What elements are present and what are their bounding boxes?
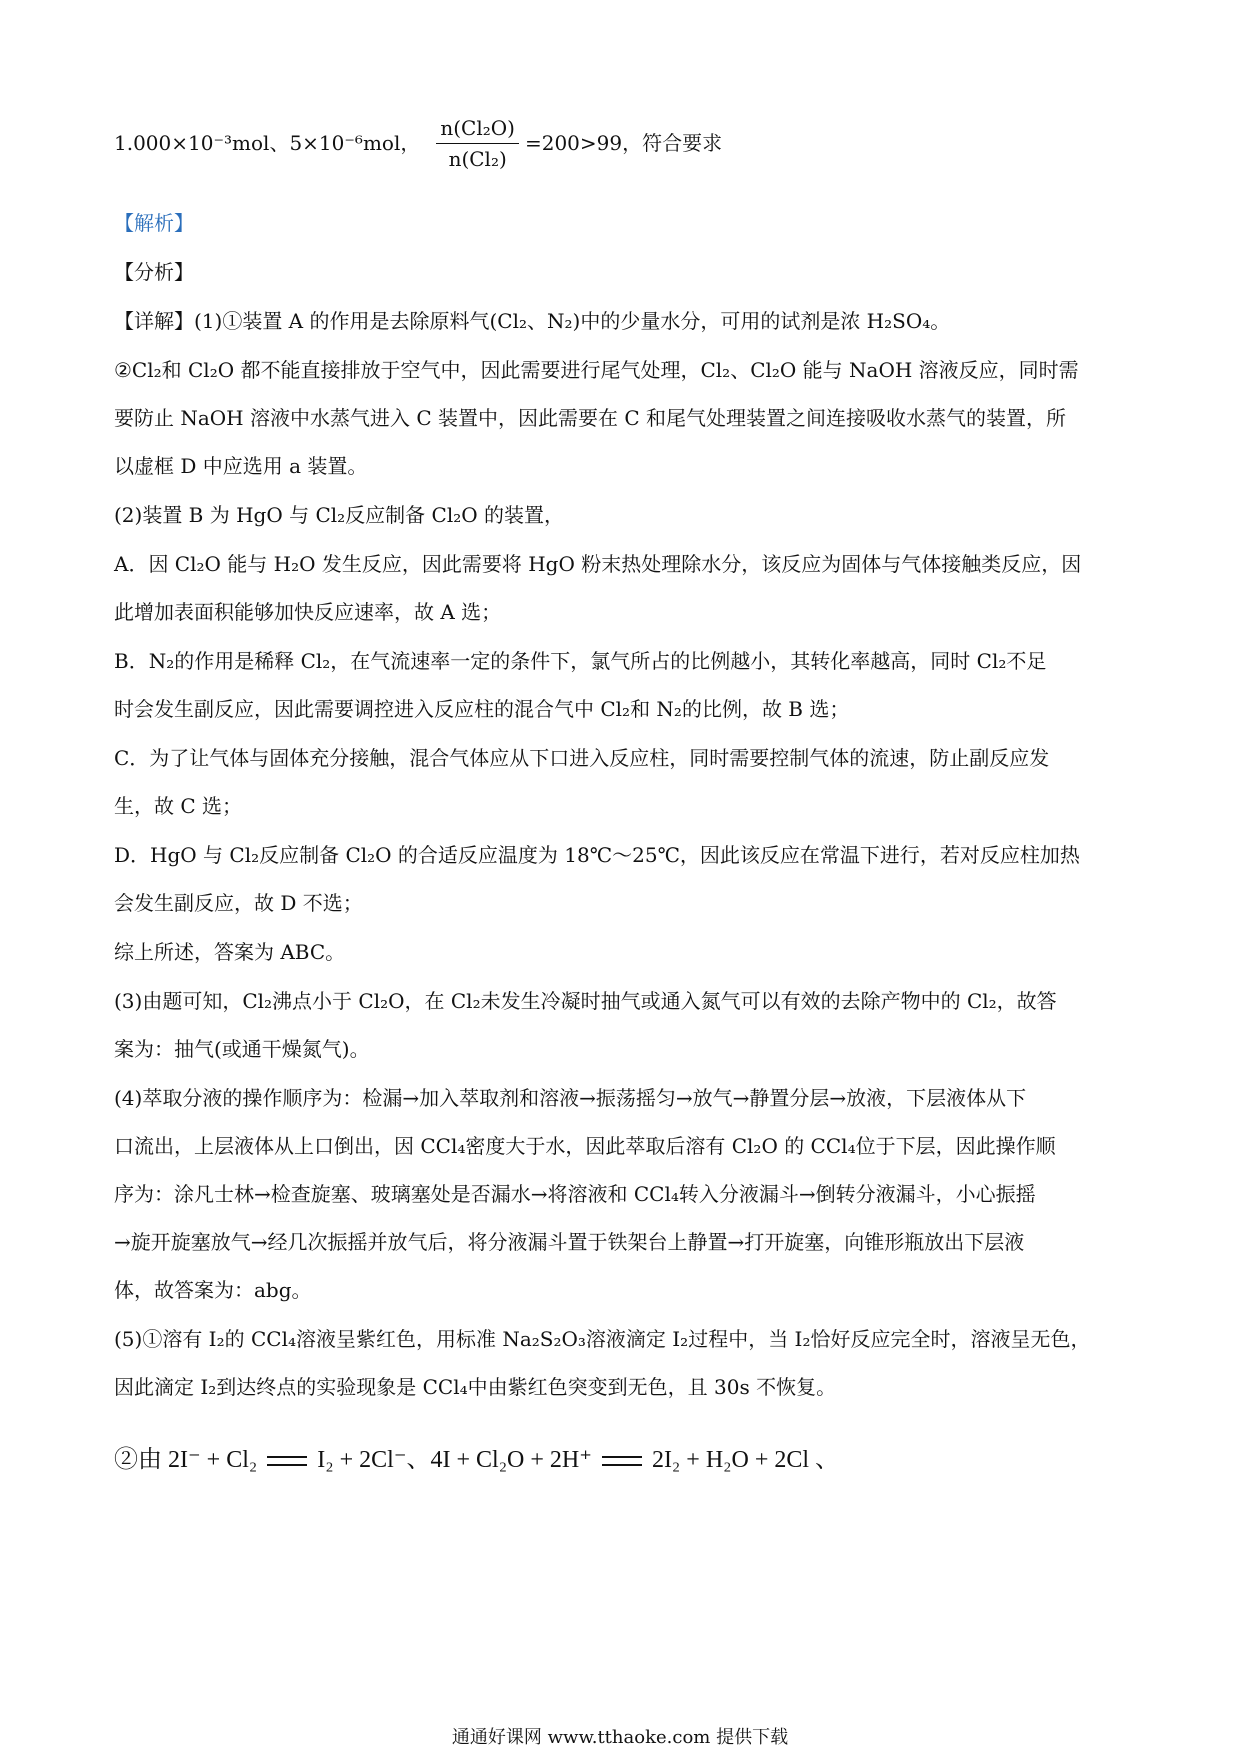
equals-sign [267, 1456, 307, 1466]
text-line: 序为：涂凡士林→检查旋塞、玻璃塞处是否漏水→将溶液和 CCl₄转入分液漏斗→倒转分液漏斗，小心振摇 [114, 1182, 1036, 1206]
paragraph-2 [114, 353, 1134, 483]
equation-2-left: I₂ + 2Cl⁻、4I + Cl₂O + 2H⁺ [317, 1447, 592, 1473]
paragraph-summary [114, 935, 1134, 969]
text-line: (4)萃取分液的操作顺序为：检漏→加入萃取剂和溶液→振荡摇匀→放气→静置分层→放液，下层液体从下 [114, 1086, 1027, 1110]
paragraph-option-d [114, 838, 1134, 920]
fraction-denominator: n(Cl₂) [448, 146, 507, 171]
text-line: 此增加表面积能够加快反应速率，故 A 选； [114, 600, 502, 624]
text-line: →旋开旋塞放气→经几次振摇并放气后，将分液漏斗置于铁架台上静置→打开旋塞，向锥形瓶放出下层液 [114, 1230, 1025, 1254]
text-line: 案为：抽气(或通干燥氮气)。 [114, 1037, 370, 1061]
fraction-numerator: n(Cl₂O) [436, 113, 519, 144]
jiexi-heading [114, 206, 1134, 240]
paragraph-option-a [114, 547, 1134, 629]
paragraph-3-answer [114, 984, 1134, 1066]
text-line: 体，故答案为：abg。 [114, 1278, 312, 1302]
equation-1-left: ②由 2I⁻ + Cl₂ [114, 1447, 258, 1473]
text-line: (3)由题可知，Cl₂沸点小于 Cl₂O，在 Cl₂未发生冷凝时抽气或通入氮气可以有效的去除产物中的 Cl₂，故答 [114, 989, 1057, 1013]
text-line: 【详解】(1)①装置 A 的作用是去除原料气(Cl₂、N₂)中的少量水分，可用的试剂是浓 H₂SO₄。 [114, 309, 951, 333]
result-line [114, 108, 1134, 178]
result-values: 1.000×10⁻³mol、5×10⁻⁶mol， [114, 131, 421, 155]
paragraph-4-answer [114, 1081, 1134, 1307]
fenxi-heading [114, 255, 1134, 289]
text-line: D．HgO 与 Cl₂反应制备 Cl₂O 的合适反应温度为 18℃～25℃，因此该反应在常温下进行，若对反应柱加热 [114, 843, 1080, 867]
result-conclusion: =200>99，符合要求 [524, 131, 723, 155]
text-line: 会发生副反应，故 D 不选； [114, 891, 363, 915]
text-line: (5)①溶有 I₂的 CCl₄溶液呈紫红色，用标准 Na₂S₂O₃溶液滴定 I₂过程中，当 I₂恰好反应完全时，溶液呈无色， [114, 1327, 1091, 1351]
text-line: A．因 Cl₂O 能与 H₂O 发生反应，因此需要将 HgO 粉末热处理除水分，该反应为固体与气体接触类反应，因 [114, 552, 1082, 576]
text-line: 生，故 C 选； [114, 794, 243, 818]
text-line: 综上所述，答案为 ABC。 [114, 940, 346, 964]
equation-2-right: 2I₂ + H₂O + 2Cl 、 [651, 1447, 840, 1473]
reaction-equations [114, 1440, 1134, 1480]
page-footer: 通通好课网 www.tthaoke.com 提供下载 [451, 1727, 789, 1748]
text-line: (2)装置 B 为 HgO 与 Cl₂反应制备 Cl₂O 的装置， [114, 503, 564, 527]
document-body [114, 108, 1134, 1480]
text-line: 以虚框 D 中应选用 a 装置。 [114, 454, 368, 478]
text-line: 口流出，上层液体从上口倒出，因 CCl₄密度大于水，因此萃取后溶有 Cl₂O 的 CCl₄位于下层，因此操作顺 [114, 1134, 1056, 1158]
paragraph-option-c [114, 741, 1134, 823]
paragraph-5-answer [114, 1322, 1134, 1404]
equals-sign [602, 1456, 642, 1466]
ratio-fraction [436, 113, 519, 174]
text-line: C．为了让气体与固体充分接触，混合气体应从下口进入反应柱，同时需要控制气体的流速，防止副反应发 [114, 746, 1050, 770]
text-line: 要防止 NaOH 溶液中水蒸气进入 C 装置中，因此需要在 C 和尾气处理装置之间连接吸收水蒸气的装置，所 [114, 406, 1067, 430]
fenxi-label: 【分析】 [114, 260, 194, 284]
text-line: 时会发生副反应，因此需要调控进入反应柱的混合气中 Cl₂和 N₂的比例，故 B 选； [114, 697, 850, 721]
paragraph-3 [114, 498, 1134, 532]
text-line: ②Cl₂和 Cl₂O 都不能直接排放于空气中，因此需要进行尾气处理，Cl₂、Cl₂O 能与 NaOH 溶液反应，同时需 [114, 358, 1079, 382]
paragraph-option-b [114, 644, 1134, 726]
text-line: B．N₂的作用是稀释 Cl₂，在气流速率一定的条件下，氯气所占的比例越小，其转化率越高，同时 Cl₂不足 [114, 649, 1047, 673]
jiexi-label: 【解析】 [114, 211, 194, 235]
paragraph-xiangjie [114, 304, 1134, 338]
text-line: 因此滴定 I₂到达终点的实验现象是 CCl₄中由紫红色突变到无色，且 30s 不恢复。 [114, 1375, 837, 1399]
